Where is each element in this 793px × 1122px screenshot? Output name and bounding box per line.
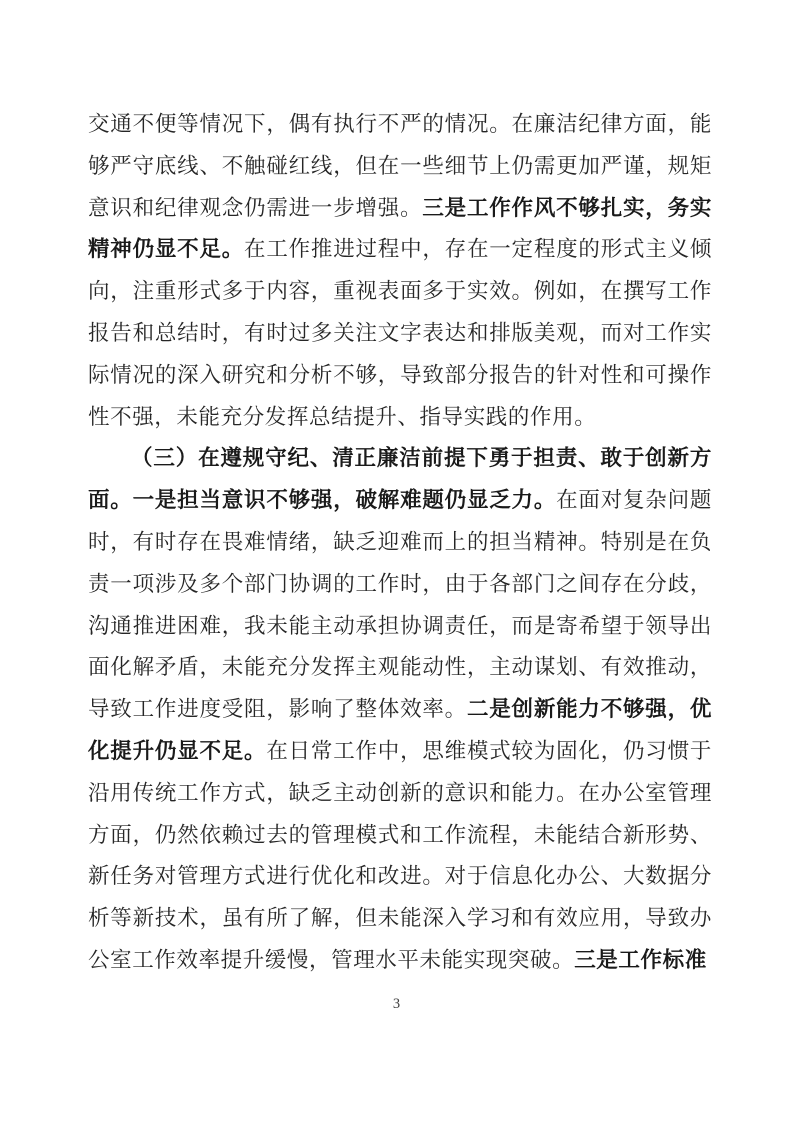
document-body-text [88, 104, 712, 982]
paragraph [88, 104, 712, 438]
text-run-bold: 三是工作标准 [574, 947, 707, 972]
text-run: 在日常工作中，思维模式较为固化，仍习惯于沿用传统工作方式，缺乏主动创新的意识和能力。在办公室管理方面，仍然依赖过去的管理模式和工作流程，未能结合新形势、新任务对管理方式进行优化和改进。对于信息化办公、大数据分析等新技术，虽有所了解，但未能深入学习和有效应用，导致办公室工作效率提升缓慢，管理水平未能实现突破。 [88, 738, 712, 972]
paragraph [88, 438, 712, 981]
page-number: 3 [392, 996, 401, 1012]
text-run: 在工作推进过程中，存在一定程度的形式主义倾向，注重形式多于内容，重视表面多于实效。例如，在撰写工作报告和总结时，有时过多关注文字表达和排版美观，而对工作实际情况的深入研究和分析不够，导致部分报告的针对性和可操作性不强，未能充分发挥总结提升、指导实践的作用。 [88, 237, 712, 429]
text-run: 在面对复杂问题时，有时存在畏难情绪，缺乏迎难而上的担当精神。特别是在负责一项涉及多个部门协调的工作时，由于各部门之间存在分歧，沟通推进困难，我未能主动承担协调责任，而是寄希望于领导出面化解矛盾，未能充分发挥主观能动性，主动谋划、有效推动，导致工作进度受阻，影响了整体效率。 [88, 488, 712, 722]
text-run-bold: 二是创新能力不够强，优化提升仍显不足。 [88, 697, 712, 763]
text-run-bold: 三是工作作风不够扎实，务实精神仍显不足。 [88, 195, 712, 262]
text-run-bold: （三）在遵规守纪、清正廉洁前提下勇于担责、敢于创新方面。一是担当意识不够强，破解难题仍显乏力。 [88, 446, 712, 513]
text-run: 交通不便等情况下，偶有执行不严的情况。在廉洁纪律方面，能够严守底线、不触碰红线，但在一些细节上仍需更加严谨，规矩意识和纪律观念仍需进一步增强。 [88, 112, 712, 220]
